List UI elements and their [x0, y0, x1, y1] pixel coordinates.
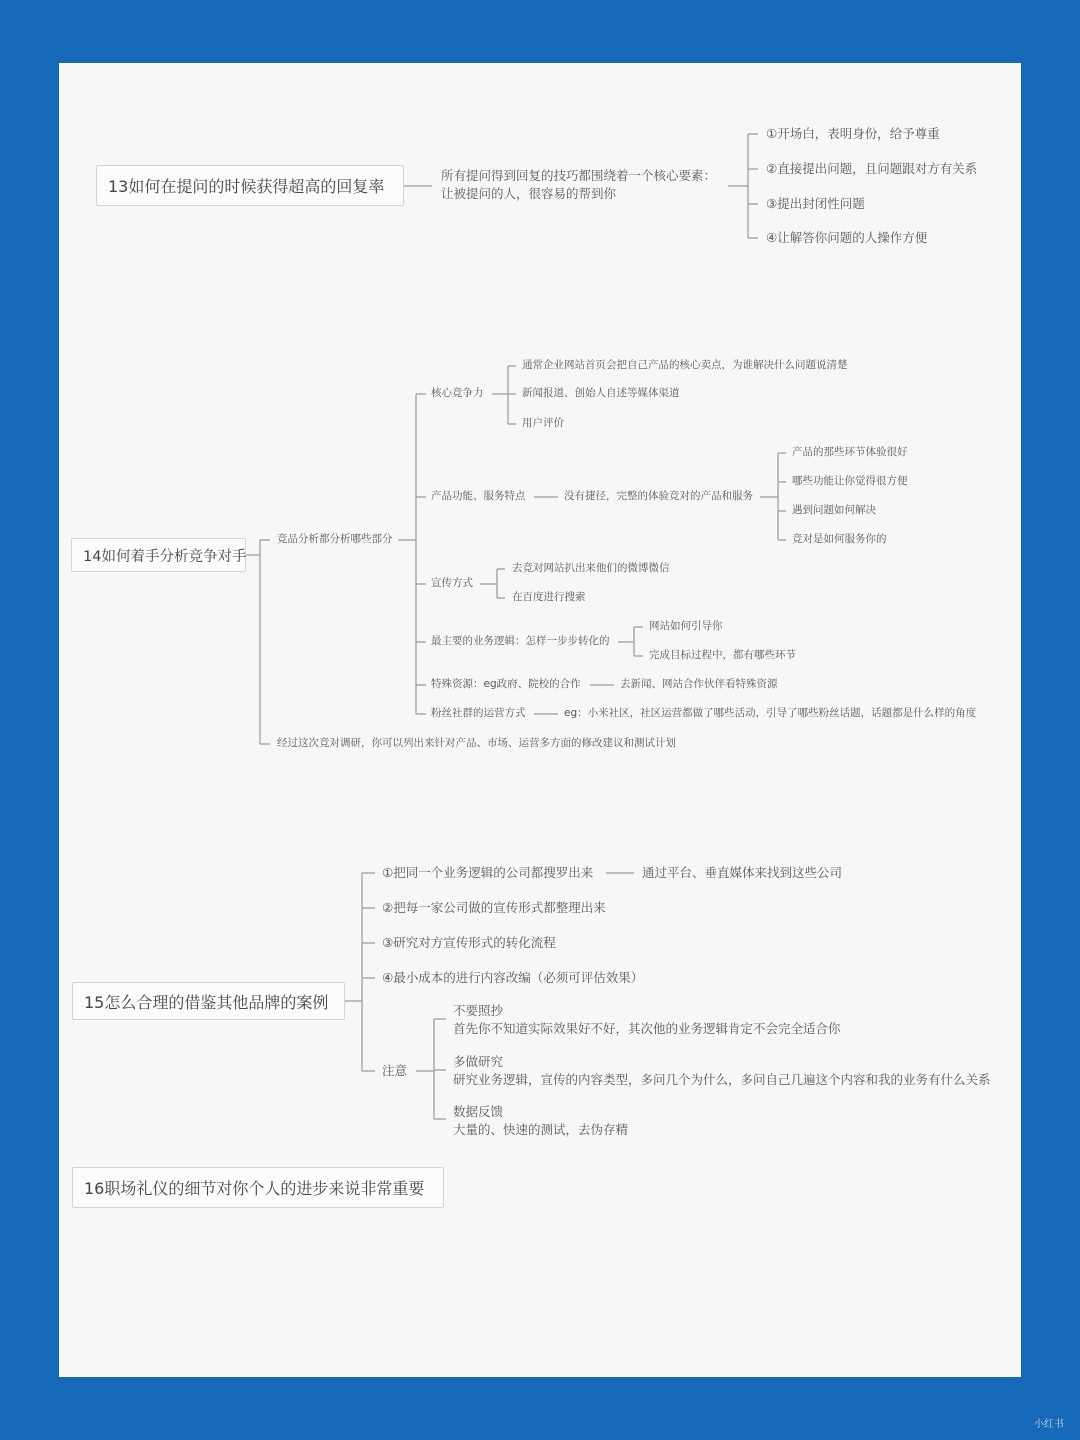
topic-15-note-1-body: 首先你不知道实际效果好不好，其次他的业务逻辑肯定不会完全适合你 [453, 1021, 841, 1036]
topic-13-item-1: ①开场白，表明身份，给予尊重 [766, 126, 940, 141]
topic-13-item-4: ④让解答你问题的人操作方便 [766, 230, 928, 245]
topic-15-step-2: ②把每一家公司做的宣传形式都整理出来 [382, 900, 606, 915]
topic-14-features-item-4: 竞对是如何服务你的 [792, 533, 887, 545]
topic-14-promo-label: 宣传方式 [431, 577, 473, 589]
topic-13-summary-line2: 让被提问的人，很容易的帮到你 [441, 186, 617, 201]
topic-14-box[interactable] [71, 538, 246, 572]
topic-13-box[interactable] [96, 165, 404, 206]
topic-15-step-4: ④最小成本的进行内容改编（必须可评估效果） [382, 970, 644, 985]
topic-16-box[interactable] [72, 1167, 444, 1208]
topic-13-summary [441, 167, 716, 203]
topic-14-features-mid: 没有捷径，完整的体验竞对的产品和服务 [564, 490, 753, 502]
topic-13-item-3: ③提出封闭性问题 [766, 196, 865, 211]
topic-14-features-item-1: 产品的那些环节体验很好 [792, 446, 908, 458]
topic-14-logic-label: 最主要的业务逻辑：怎样一步步转化的 [431, 635, 610, 647]
watermark: 小红书 [1034, 1419, 1064, 1430]
topic-14-title: 14如何着手分析竞争对手 [83, 548, 247, 565]
topic-14-features-item-3: 遇到问题如何解决 [792, 504, 876, 516]
topic-15-note-label: 注意 [382, 1063, 408, 1078]
topic-15-step-1: ①把同一个业务逻辑的公司都搜罗出来 [382, 865, 594, 880]
topic-14-features-label: 产品功能、服务特点 [431, 490, 526, 502]
topic-15-note-3-title: 数据反馈 [453, 1104, 504, 1119]
topic-15-note-3 [453, 1103, 628, 1139]
topic-13-summary-line1: 所有提问得到回复的技巧都围绕着一个核心要素： [441, 168, 717, 183]
topic-15-note-3-body: 大量的、快速的测试，去伪存精 [453, 1122, 629, 1137]
topic-14-fans-detail: eg：小米社区，社区运营都做了哪些活动，引导了哪些粉丝话题，话题都是什么样的角度 [564, 707, 977, 719]
topic-14-resources-detail: 去新闻、网站合作伙伴看特殊资源 [620, 678, 778, 690]
topic-15-note-1 [453, 1002, 841, 1038]
topic-14-core-item-3: 用户评价 [522, 417, 564, 429]
topic-13-title: 13如何在提问的时候获得超高的回复率 [108, 177, 385, 196]
topic-15-note-2-body: 研究业务逻辑，宣传的内容类型，多问几个为什么，多问自己几遍这个内容和我的业务有什么关系 [453, 1072, 991, 1087]
topic-14-resources-label: 特殊资源：eg政府、院校的合作 [431, 678, 581, 690]
topic-14-branch: 竞品分析都分析哪些部分 [277, 533, 393, 545]
topic-15-note-1-title: 不要照抄 [453, 1003, 504, 1018]
topic-14-features-item-2: 哪些功能让你觉得很方便 [792, 475, 908, 487]
topic-14-logic-item-2: 完成目标过程中，都有哪些环节 [649, 649, 796, 661]
topic-14-logic-item-1: 网站如何引导你 [649, 620, 723, 632]
topic-15-step-1-detail: 通过平台、垂直媒体来找到这些公司 [642, 865, 843, 880]
topic-15-title: 15怎么合理的借鉴其他品牌的案例 [84, 992, 329, 1012]
topic-15-note-2-title: 多做研究 [453, 1054, 504, 1069]
topic-14-promo-item-1: 去竞对网站扒出来他们的微博微信 [512, 562, 670, 574]
topic-16-title: 16职场礼仪的细节对你个人的进步来说非常重要 [84, 1179, 425, 1198]
topic-14-core-item-2: 新闻报道、创始人自述等媒体渠道 [522, 387, 680, 399]
topic-15-note-2 [453, 1053, 991, 1089]
topic-14-fans-label: 粉丝社群的运营方式 [431, 707, 526, 719]
topic-13-item-2: ②直接提出问题，且问题跟对方有关系 [766, 161, 978, 176]
topic-15-step-3: ③研究对方宣传形式的转化流程 [382, 935, 556, 950]
topic-14-conclusion: 经过这次竞对调研，你可以列出来针对产品、市场、运营多方面的修改建议和测试计划 [277, 737, 676, 749]
topic-14-promo-item-2: 在百度进行搜索 [512, 591, 586, 603]
topic-14-core-label: 核心竞争力 [431, 387, 484, 399]
topic-14-core-item-1: 通常企业网站首页会把自己产品的核心卖点，为谁解决什么问题说清楚 [522, 359, 848, 371]
topic-15-box[interactable] [72, 982, 345, 1020]
